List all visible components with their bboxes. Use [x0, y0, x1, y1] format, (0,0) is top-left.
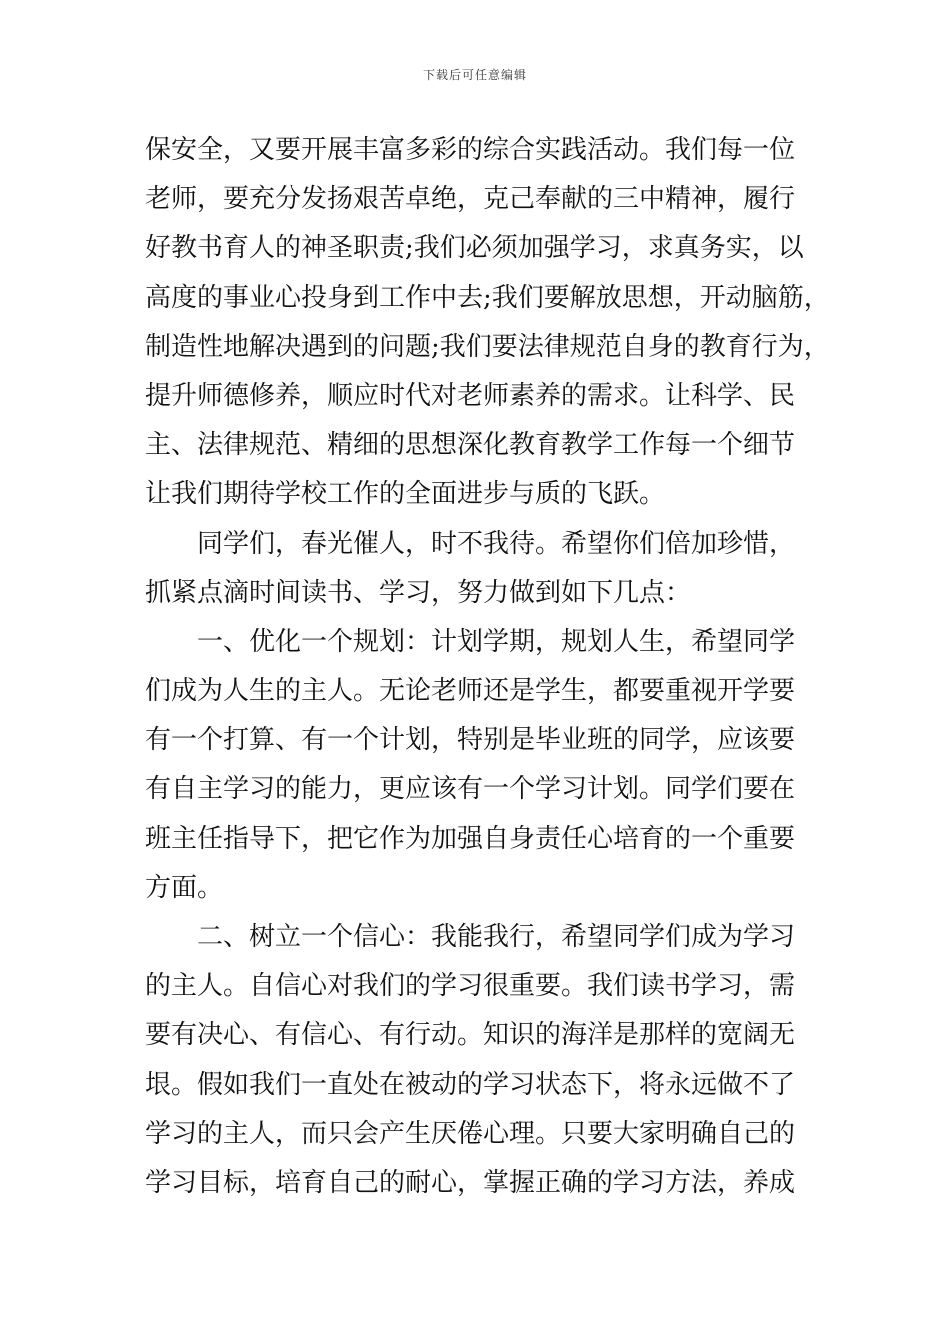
text-line: 学习目标，培育自己的耐心，掌握正确的学习方法，养成 [145, 1167, 796, 1198]
text-line: 提升师德修养，顺应时代对老师素养的需求。让科学、民 [145, 380, 796, 411]
text-line: 学习的主人，而只会产生厌倦心理。只要大家明确自己的 [145, 1118, 796, 1149]
text-line: 方面。 [145, 872, 224, 903]
text-line: 让我们期待学校工作的全面进步与质的飞跃。 [145, 479, 666, 510]
text-line: 们成为人生的主人。无论老师还是学生，都要重视开学要 [145, 676, 796, 707]
text-line: 主、法律规范、精细的思想深化教育教学工作每一个细节 [145, 430, 796, 461]
text-line: 好教书育人的神圣职责;我们必须加强学习，求真务实，以 [145, 233, 804, 264]
text-line: 有自主学习的能力，更应该有一个学习计划。同学们要在 [145, 774, 796, 805]
text-line: 保安全，又要开展丰富多彩的综合实践活动。我们每一位 [145, 135, 796, 165]
text-line: 班主任指导下，把它作为加强自身责任心培育的一个重要 [145, 823, 796, 854]
paragraph-start-line: 一、优化一个规划：计划学期，规划人生，希望同学 [197, 626, 796, 657]
text-line: 垠。假如我们一直处在被动的学习状态下，将永远做不了 [145, 1069, 796, 1100]
page-header: 下载后可任意编辑 [422, 68, 527, 82]
document-body [145, 126, 830, 1208]
paragraph-start-line: 二、树立一个信心：我能我行，希望同学们成为学习 [197, 922, 796, 952]
text-line: 制造性地解决遇到的问题;我们要法律规范自身的教育行为， [145, 331, 830, 362]
text-line: 有一个打算、有一个计划，特别是毕业班的同学，应该要 [145, 725, 796, 756]
text-line: 高度的事业心投身到工作中去;我们要解放思想，开动脑筋， [145, 282, 830, 313]
text-line: 抓紧点滴时间读书、学习，努力做到如下几点： [145, 577, 692, 608]
paragraph-start-line: 同学们，春光催人，时不我待。希望你们倍加珍惜， [197, 528, 796, 559]
text-line: 的主人。自信心对我们的学习很重要。我们读书学习，需 [145, 971, 796, 1002]
text-line: 要有决心、有信心、有行动。知识的海洋是那样的宽阔无 [145, 1020, 796, 1051]
text-line: 老师，要充分发扬艰苦卓绝，克己奉献的三中精神，履行 [145, 184, 796, 215]
